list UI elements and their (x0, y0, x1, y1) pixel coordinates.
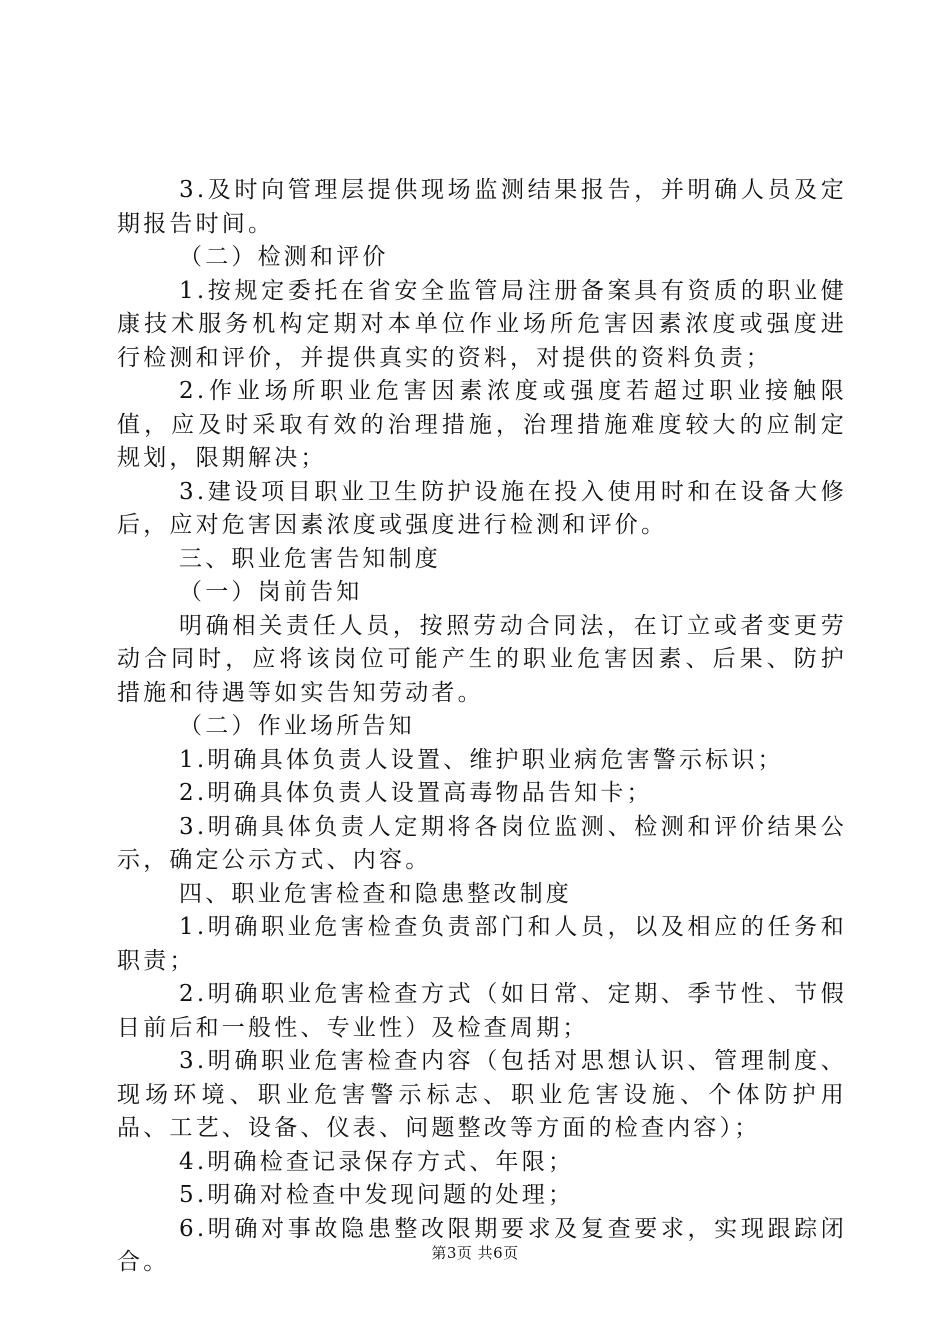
paragraph-item-2-exceed-limit: 2.作业场所职业危害因素浓度或强度若超过职业接触限值，应及时采取有效的治理措施，治理措施难度较大的应制定规划，限期解决； (117, 378, 847, 471)
paragraph-inspection-item-3: 3.明确职业危害检查内容（包括对思想认识、管理制度、现场环境、职业危害警示标志、职业危害设施、个体防护用品、工艺、设备、仪表、问题整改等方面的检查内容）； (117, 1048, 847, 1141)
paragraph-item-3-report: 3.及时向管理层提供现场监测结果报告，并明确人员及定期报告时间。 (117, 177, 847, 237)
paragraph-item-1-entrust: 1.按规定委托在省安全监管局注册备案具有资质的职业健康技术服务机构定期对本单位作业场所危害因素浓度或强度进行检测和评价，并提供真实的资料，对提供的资料负责； (117, 277, 847, 371)
section-heading-notification: 三、职业危害告知制度 (179, 545, 441, 572)
document-body (117, 174, 847, 1280)
paragraph-workplace-item-2: 2.明确具体负责人设置高毒物品告知卡； (179, 780, 653, 806)
paragraph-inspection-item-5: 5.明确对检查中发现问题的处理； (179, 1182, 575, 1208)
subheading-pre-job-notice: （一）岗前告知 (179, 579, 363, 605)
section-heading-inspection: 四、职业危害检查和隐患整改制度 (179, 880, 572, 907)
paragraph-workplace-item-1: 1.明确具体负责人设置、维护职业病危害警示标识； (179, 746, 784, 773)
paragraph-workplace-item-3: 3.明确具体负责人定期将各岗位监测、检测和评价结果公示，确定公示方式、内容。 (117, 813, 847, 873)
page-footer: 第3页 共6页 (431, 1244, 519, 1262)
paragraph-pre-job-notice: 明确相关责任人员，按照劳动合同法，在订立或者变更劳动合同时，应将该岗位可能产生的职业危害因素、后果、防护措施和待遇等如实告知劳动者。 (117, 612, 847, 706)
paragraph-inspection-item-1: 1.明确职业危害检查负责部门和人员，以及相应的任务和职责； (117, 914, 847, 974)
paragraph-inspection-item-4: 4.明确检查记录保存方式、年限； (179, 1148, 575, 1175)
subheading-detection-evaluation: （二）检测和评价 (179, 244, 389, 270)
subheading-workplace-notice: （二）作业场所告知 (179, 713, 415, 739)
paragraph-inspection-item-2: 2.明确职业危害检查方式（如日常、定期、季节性、节假日前后和一般性、专业性）及检查周期； (117, 981, 847, 1041)
paragraph-inspection-item-6: 6.明确对事故隐患整改限期要求及复查要求，实现跟踪闭合。 (117, 1215, 847, 1275)
paragraph-item-3-construction: 3.建设项目职业卫生防护设施在投入使用时和在设备大修后，应对危害因素浓度或强度进行检测和评价。 (117, 478, 847, 538)
